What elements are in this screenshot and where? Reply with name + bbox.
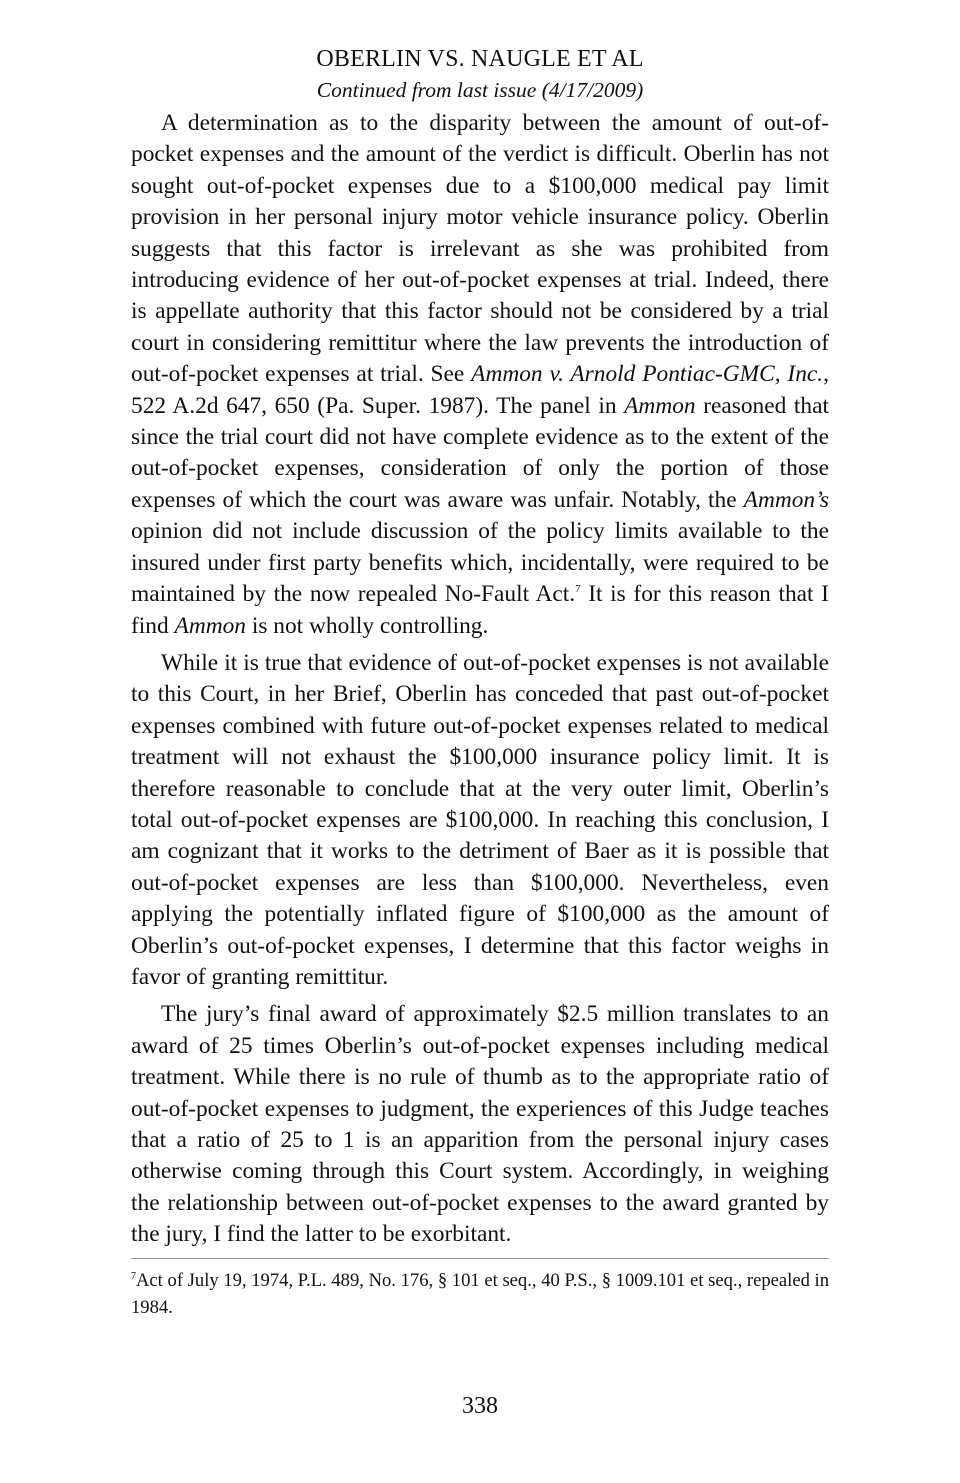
paragraph-1-text-c: reasoned that since the trial court did not have complete evidence as to the extent of the out-of-pocket expenses, consideration of only the portion of those expenses of which the court was aware was unfair. Notably, the xyxy=(131,392,829,513)
case-citation-ammon: Ammon v. Arnold Pontiac-GMC, Inc. xyxy=(471,361,824,388)
paragraph-1-text-e: It is for this reason that I find xyxy=(131,581,829,639)
opinion-text xyxy=(131,108,829,1251)
footnote-text: Act of July 19, 1974, P.L. 489, No. 176, § 101 et seq., 40 P.S., § 1009.101 et seq., repealed in 1984. xyxy=(131,1269,829,1318)
paragraph-1-text-a: A determination as to the disparity between the amount of out-of-pocket expenses and the amount of the verdict is difficult. Oberlin has not sought out-of-pocket expenses due to a $100,000 medical pay limit provision in her personal injury motor vehicle insurance policy. Oberlin suggests that this factor is irrelevant as she was prohibited from introducing evidence of her out-of-pocket expenses at trial. Indeed, there is appellate authority that this factor should not be considered by a trial court in considering remittitur where the law prevents the introduction of out-of-pocket expenses at trial. See xyxy=(131,110,829,388)
case-name-ammons: Ammon’s xyxy=(743,486,829,513)
paragraph-3: The jury’s final award of approximately $2.5 million translates to an award of 25 times Oberlin’s out-of-pocket expenses including medical treatment. While there is no rule of thumb as to the appropriate ratio of out-of-pocket expenses to judgment, the experiences of this Judge teaches that a ratio of 25 to 1 is an apparition from the personal injury cases otherwise coming through this Court system. Accordingly, in weighing the relationship between out-of-pocket expenses to the award granted by the jury, I find the latter to be exorbitant. xyxy=(131,1001,829,1248)
paragraph-1-text-f: is not wholly controlling. xyxy=(246,612,489,639)
case-name-ammon-2: Ammon xyxy=(174,612,246,639)
paragraph-1 xyxy=(131,108,829,642)
footnote-reference-7[interactable]: 7 xyxy=(575,583,581,596)
page-body xyxy=(131,44,829,1321)
footnote-number: 7 xyxy=(131,1270,136,1282)
running-head-subtitle: Continued from last issue (4/17/2009) xyxy=(316,78,644,102)
footnote-7 xyxy=(131,1267,829,1321)
running-head-title: OBERLIN VS. NAUGLE ET AL xyxy=(316,46,644,72)
paragraph-1-text-b: , 522 A.2d 647, 650 (Pa. Super. 1987). The panel in xyxy=(131,361,829,419)
page-number: 338 xyxy=(462,1393,498,1419)
case-name-ammon: Ammon xyxy=(624,392,696,419)
paragraph-2: While it is true that evidence of out-of-pocket expenses is not available to this Court, in her Brief, Oberlin has conceded that past out-of-pocket expenses combined with future out-of-pocket expenses related to medical treatment will not exhaust the $100,000 insurance policy limit. It is therefore reasonable to conclude that at the very outer limit, Oberlin’s total out-of-pocket expenses are $100,000. In reaching this conclusion, I am cognizant that it works to the detriment of Baer as it is possible that out-of-pocket expenses are less than $100,000. Nevertheless, even applying the potentially inflated figure of $100,000 as the amount of Oberlin’s out-of-pocket expenses, I determine that this factor weighs in favor of granting remittitur. xyxy=(131,649,829,990)
footnote-divider xyxy=(131,1258,829,1259)
paragraph-1-text-d: opinion did not include discussion of the policy limits available to the insured under first party benefits which, incidentally, were required to be maintained by the now repealed No-Fault Act. xyxy=(131,518,829,608)
